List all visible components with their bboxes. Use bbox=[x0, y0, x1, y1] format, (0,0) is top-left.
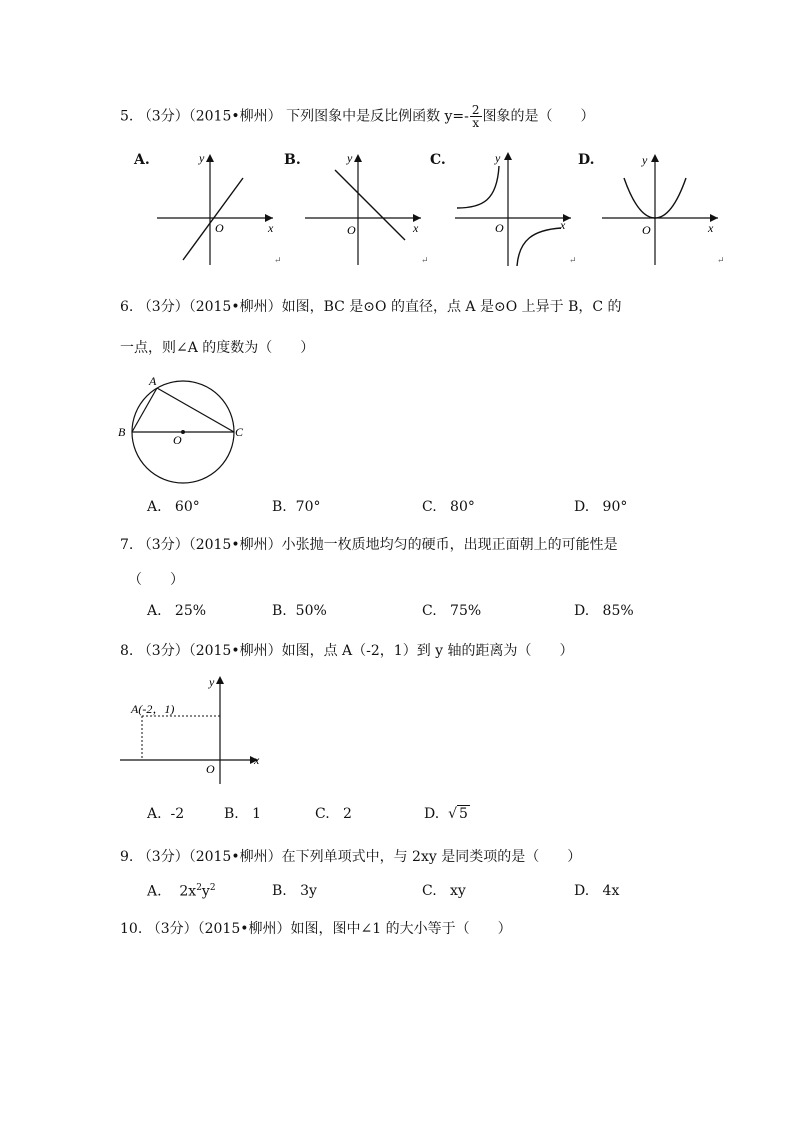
sqrt-symbol: √ 5 bbox=[448, 806, 468, 822]
q6-circle-figure bbox=[115, 372, 255, 484]
q6-option-a bbox=[147, 499, 200, 515]
y-axis-arrow bbox=[206, 154, 214, 162]
q5-stem bbox=[120, 104, 595, 129]
return-mark: ↵ bbox=[569, 256, 577, 266]
option-label: A. bbox=[147, 806, 162, 822]
option-value: 70° bbox=[295, 499, 321, 515]
q5-graph-c bbox=[453, 148, 578, 270]
option-value: 5 bbox=[459, 806, 468, 822]
q5-graph-d bbox=[600, 150, 725, 270]
origin-label: O bbox=[495, 221, 504, 235]
q7-option-d bbox=[574, 603, 634, 619]
option-label: D. bbox=[574, 603, 590, 619]
q8-option-d bbox=[424, 806, 470, 822]
q5-frac-den: x bbox=[472, 116, 480, 130]
q5-graph-b bbox=[303, 150, 428, 270]
graph-line bbox=[335, 170, 405, 240]
option-label: A. bbox=[147, 499, 162, 515]
graph-line bbox=[183, 178, 243, 260]
option-value: 1 bbox=[252, 806, 262, 822]
q10-stem-line1: 10. （3分）（2015•柳州）如图，图中∠1 的大小等于（ ） bbox=[120, 921, 512, 937]
option-value: 2x bbox=[179, 883, 197, 900]
x-axis-label: x bbox=[413, 221, 419, 235]
y-axis-arrow bbox=[354, 154, 362, 162]
q9-option-d bbox=[574, 883, 619, 899]
q9-stem-line1: 9. （3分）（2015•柳州）在下列单项式中，与 2xy 是同类项的是（ ） bbox=[120, 849, 582, 865]
q5-graph-a bbox=[155, 150, 280, 270]
exponent: 2 bbox=[209, 883, 216, 893]
option-label: A. bbox=[147, 603, 162, 619]
q6-option-d bbox=[574, 499, 627, 515]
q6-option-c bbox=[422, 499, 475, 515]
option-value: 3y bbox=[300, 883, 317, 899]
return-mark: ↵ bbox=[717, 256, 725, 266]
option-label: D. bbox=[574, 883, 590, 899]
q7-stem-line1: 7. （3分）（2015•柳州）小张抛一枚质地均匀的硬币，出现正面朝上的可能性是 bbox=[120, 537, 618, 553]
q7-stem-line2: （ ） bbox=[128, 572, 184, 588]
label-c: C bbox=[235, 425, 244, 439]
option-value: xy bbox=[450, 883, 466, 899]
x-axis-label: x bbox=[268, 221, 274, 235]
label-a: A bbox=[149, 374, 157, 388]
option-label: C. bbox=[315, 806, 330, 822]
y-axis-label: y bbox=[642, 153, 648, 167]
q5-option-a-label: A. bbox=[134, 152, 150, 168]
option-label: A. bbox=[147, 883, 162, 900]
option-label: B. bbox=[272, 499, 287, 515]
option-value: 90° bbox=[602, 499, 628, 515]
option-value: 25% bbox=[174, 603, 207, 619]
option-label: C. bbox=[422, 883, 437, 899]
option-value: 60° bbox=[174, 499, 200, 515]
y-axis-arrow bbox=[504, 152, 512, 160]
q9-option-b bbox=[272, 883, 317, 899]
q8-stem-line1: 8. （3分）（2015•柳州）如图，点 A（-2，1）到 y 轴的距离为（ ） bbox=[120, 643, 574, 659]
option-value: 75% bbox=[450, 603, 482, 619]
chord-ab bbox=[132, 388, 157, 432]
q5-stem-after: 图象的是（ ） bbox=[482, 108, 595, 125]
option-value: 2 bbox=[343, 806, 352, 822]
q5-source: （2015•柳州） bbox=[188, 108, 282, 125]
q8-option-c bbox=[315, 806, 352, 822]
option-label: D. bbox=[424, 806, 440, 822]
y-axis-label: y bbox=[347, 151, 353, 165]
q8-option-b bbox=[224, 806, 261, 822]
q5-score: （3分） bbox=[137, 108, 189, 125]
q9-option-c bbox=[422, 883, 466, 899]
y-axis-label: y bbox=[199, 151, 205, 165]
label-b: B bbox=[118, 425, 126, 439]
y-axis-arrow bbox=[216, 676, 224, 684]
option-value: 50% bbox=[295, 603, 327, 619]
x-axis-label: x bbox=[560, 218, 566, 232]
option-label: C. bbox=[422, 499, 437, 515]
option-value: 85% bbox=[602, 603, 634, 619]
option-label: B. bbox=[224, 806, 239, 822]
option-value: 80° bbox=[450, 499, 475, 515]
option-value: y bbox=[201, 883, 210, 900]
origin-label: O bbox=[642, 223, 651, 237]
option-label: C. bbox=[422, 603, 437, 619]
q5-stem-before: 下列图象中是反比例函数 y=- bbox=[286, 108, 469, 125]
origin-label: O bbox=[347, 223, 356, 237]
hyperbola-branch-lower bbox=[517, 228, 561, 266]
q5-option-c-label: C. bbox=[430, 152, 446, 168]
exponent: 2 bbox=[196, 883, 202, 893]
y-axis-arrow bbox=[651, 154, 659, 162]
origin-label: O bbox=[206, 762, 215, 776]
chord-ac bbox=[157, 388, 234, 432]
option-label: B. bbox=[272, 603, 287, 619]
y-axis-label: y bbox=[495, 151, 501, 165]
x-axis-label: x bbox=[708, 221, 714, 235]
q5-option-b-label: B. bbox=[284, 152, 301, 168]
q8-coordinate-figure bbox=[118, 672, 268, 788]
origin-label: O bbox=[215, 221, 224, 235]
option-label: D. bbox=[574, 499, 590, 515]
option-value: -2 bbox=[170, 806, 185, 822]
q7-option-a bbox=[147, 603, 206, 619]
q8-option-a bbox=[147, 806, 184, 822]
q6-option-b bbox=[272, 499, 320, 515]
option-label: B. bbox=[272, 883, 287, 899]
q5-option-d-label: D. bbox=[578, 152, 595, 168]
point-a-label: A(-2，1) bbox=[131, 702, 175, 716]
q5-fraction bbox=[470, 104, 482, 129]
q6-stem-line1: 6. （3分）（2015•柳州）如图，BC 是⊙O 的直径，点 A 是⊙O 上异于 B，C 的 bbox=[120, 299, 622, 315]
q6-stem-line2: 一点，则∠A 的度数为（ ） bbox=[120, 340, 315, 356]
y-axis-label: y bbox=[209, 675, 215, 689]
q7-option-c bbox=[422, 603, 481, 619]
x-axis-label: x bbox=[254, 753, 260, 767]
q5-frac-num: 2 bbox=[471, 103, 480, 117]
q5-number: 5. bbox=[120, 108, 134, 125]
return-mark: ↵ bbox=[421, 256, 429, 266]
label-o: O bbox=[173, 433, 182, 447]
q9-option-a bbox=[147, 883, 216, 900]
hyperbola-branch-upper bbox=[457, 166, 499, 208]
option-value: 4x bbox=[602, 883, 620, 899]
q7-option-b bbox=[272, 603, 327, 619]
return-mark: ↵ bbox=[274, 256, 282, 266]
